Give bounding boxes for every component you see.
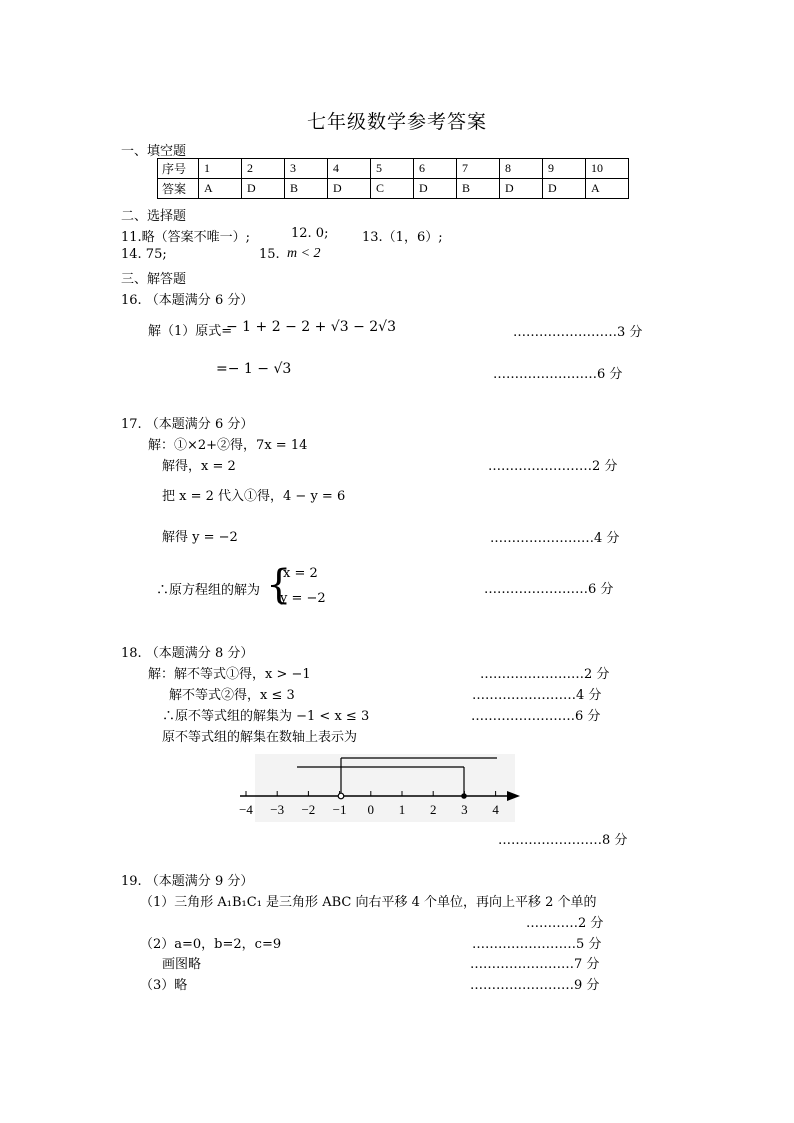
- table-cell: D: [242, 179, 285, 199]
- tick-label: 2: [429, 802, 437, 817]
- table-cell: D: [328, 179, 371, 199]
- table-cell: 9: [543, 159, 586, 179]
- q19-line2: （2）a=0，b=2，c=9: [140, 937, 282, 952]
- tick-label: −4: [239, 802, 253, 817]
- answer-q13: 13.（1，6）;: [362, 230, 443, 245]
- q18-header: 18. （本题满分 8 分）: [121, 646, 254, 661]
- tick-label: −3: [270, 802, 285, 817]
- table-header-answer: 答案: [158, 179, 199, 199]
- table-row: [158, 159, 629, 179]
- answer-q14: 14. 75;: [121, 247, 167, 262]
- q16-line2-expr: =− 1 − √3: [216, 361, 292, 377]
- table-cell: D: [414, 179, 457, 199]
- q17-solution-y: y = −2: [280, 591, 326, 606]
- q16-header: 16. （本题满分 6 分）: [121, 293, 254, 308]
- q18-score-8: ……………………8 分: [498, 833, 628, 848]
- number-line-background: [255, 754, 515, 822]
- q18-score-6: ……………………6 分: [471, 709, 601, 724]
- tick-label: 3: [461, 802, 468, 817]
- table-cell: B: [457, 179, 500, 199]
- tick-label: −1: [332, 802, 347, 817]
- answer-q15-label: 15.: [259, 247, 280, 262]
- q19-score-7: ……………………7 分: [470, 957, 600, 972]
- number-line: [215, 750, 525, 825]
- table-cell: 6: [414, 159, 457, 179]
- q18-score-2: ……………………2 分: [480, 667, 610, 682]
- q17-line2: 解得，x = 2: [162, 459, 236, 474]
- q17-line5-prefix: ∴原方程组的解为: [156, 583, 261, 598]
- answer-q11: 11.略（答案不唯一）;: [121, 230, 251, 245]
- q18-line2: 解不等式②得，x ≤ 3: [169, 688, 295, 703]
- tick-label: 4: [492, 802, 499, 817]
- closed-point-3: [461, 793, 467, 799]
- q19-score-2: …………2 分: [526, 916, 604, 931]
- q17-score-4: ……………………4 分: [490, 531, 620, 546]
- table-header-number: 序号: [158, 159, 199, 179]
- q17-line4: 解得 y = −2: [162, 530, 238, 545]
- section-fill-blank: 一、填空题: [121, 144, 187, 159]
- table-cell: A: [199, 179, 242, 199]
- q16-line1-expr: − 1 + 2 − 2 + √3 − 2√3: [226, 319, 396, 335]
- q16-score-1: ……………………3 分: [513, 325, 643, 340]
- q18-line4: 原不等式组的解集在数轴上表示为: [162, 730, 358, 745]
- q17-line3: 把 x = 2 代入①得，4 − y = 6: [162, 489, 346, 504]
- tick-label: 0: [367, 802, 375, 817]
- q18-line3: ∴原不等式组的解集为 −1 < x ≤ 3: [162, 709, 370, 724]
- tick-label: 1: [398, 802, 406, 817]
- answer-table: [157, 158, 629, 199]
- q17-header: 17. （本题满分 6 分）: [121, 417, 254, 432]
- q19-line4: （3）略: [140, 978, 188, 993]
- tick-label: −2: [301, 802, 316, 817]
- section-choice: 二、选择题: [121, 209, 187, 224]
- q16-line1-prefix: 解（1）原式=: [148, 324, 233, 339]
- q19-header: 19. （本题满分 9 分）: [121, 874, 254, 889]
- table-cell: 3: [285, 159, 328, 179]
- section-solve: 三、解答题: [121, 272, 187, 287]
- q19-line1: （1）三角形 A₁B₁C₁ 是三角形 ABC 向右平移 4 个单位，再向上平移 2 个单的: [140, 895, 597, 910]
- table-cell: D: [500, 179, 543, 199]
- table-cell: 4: [328, 159, 371, 179]
- table-cell: B: [285, 179, 328, 199]
- q19-score-9: ……………………9 分: [470, 978, 600, 993]
- q18-line1: 解：解不等式①得，x > −1: [148, 667, 311, 682]
- q18-score-4: ……………………4 分: [472, 688, 602, 703]
- table-cell: 7: [457, 159, 500, 179]
- system-brace: {: [266, 562, 292, 608]
- q19-line3: 画图略: [162, 957, 202, 972]
- answer-q15-expr: m < 2: [287, 246, 321, 261]
- table-cell: 8: [500, 159, 543, 179]
- table-cell: 10: [586, 159, 629, 179]
- open-point-minus1: [338, 793, 344, 799]
- table-cell: 5: [371, 159, 414, 179]
- table-cell: 2: [242, 159, 285, 179]
- table-cell: C: [371, 179, 414, 199]
- answer-q12: 12. 0;: [291, 226, 329, 241]
- table-row: [158, 179, 629, 199]
- table-cell: 1: [199, 159, 242, 179]
- q17-score-2: ……………………2 分: [488, 459, 618, 474]
- q17-solution-x: x = 2: [283, 566, 318, 581]
- table-cell: D: [543, 179, 586, 199]
- q19-score-5: ……………………5 分: [472, 937, 602, 952]
- table-cell: A: [586, 179, 629, 199]
- q17-line1: 解：①×2+②得，7x = 14: [148, 438, 308, 453]
- page-title: 七年级数学参考答案: [306, 111, 487, 133]
- q16-score-2: ……………………6 分: [493, 367, 623, 382]
- q17-score-6: ……………………6 分: [484, 582, 614, 597]
